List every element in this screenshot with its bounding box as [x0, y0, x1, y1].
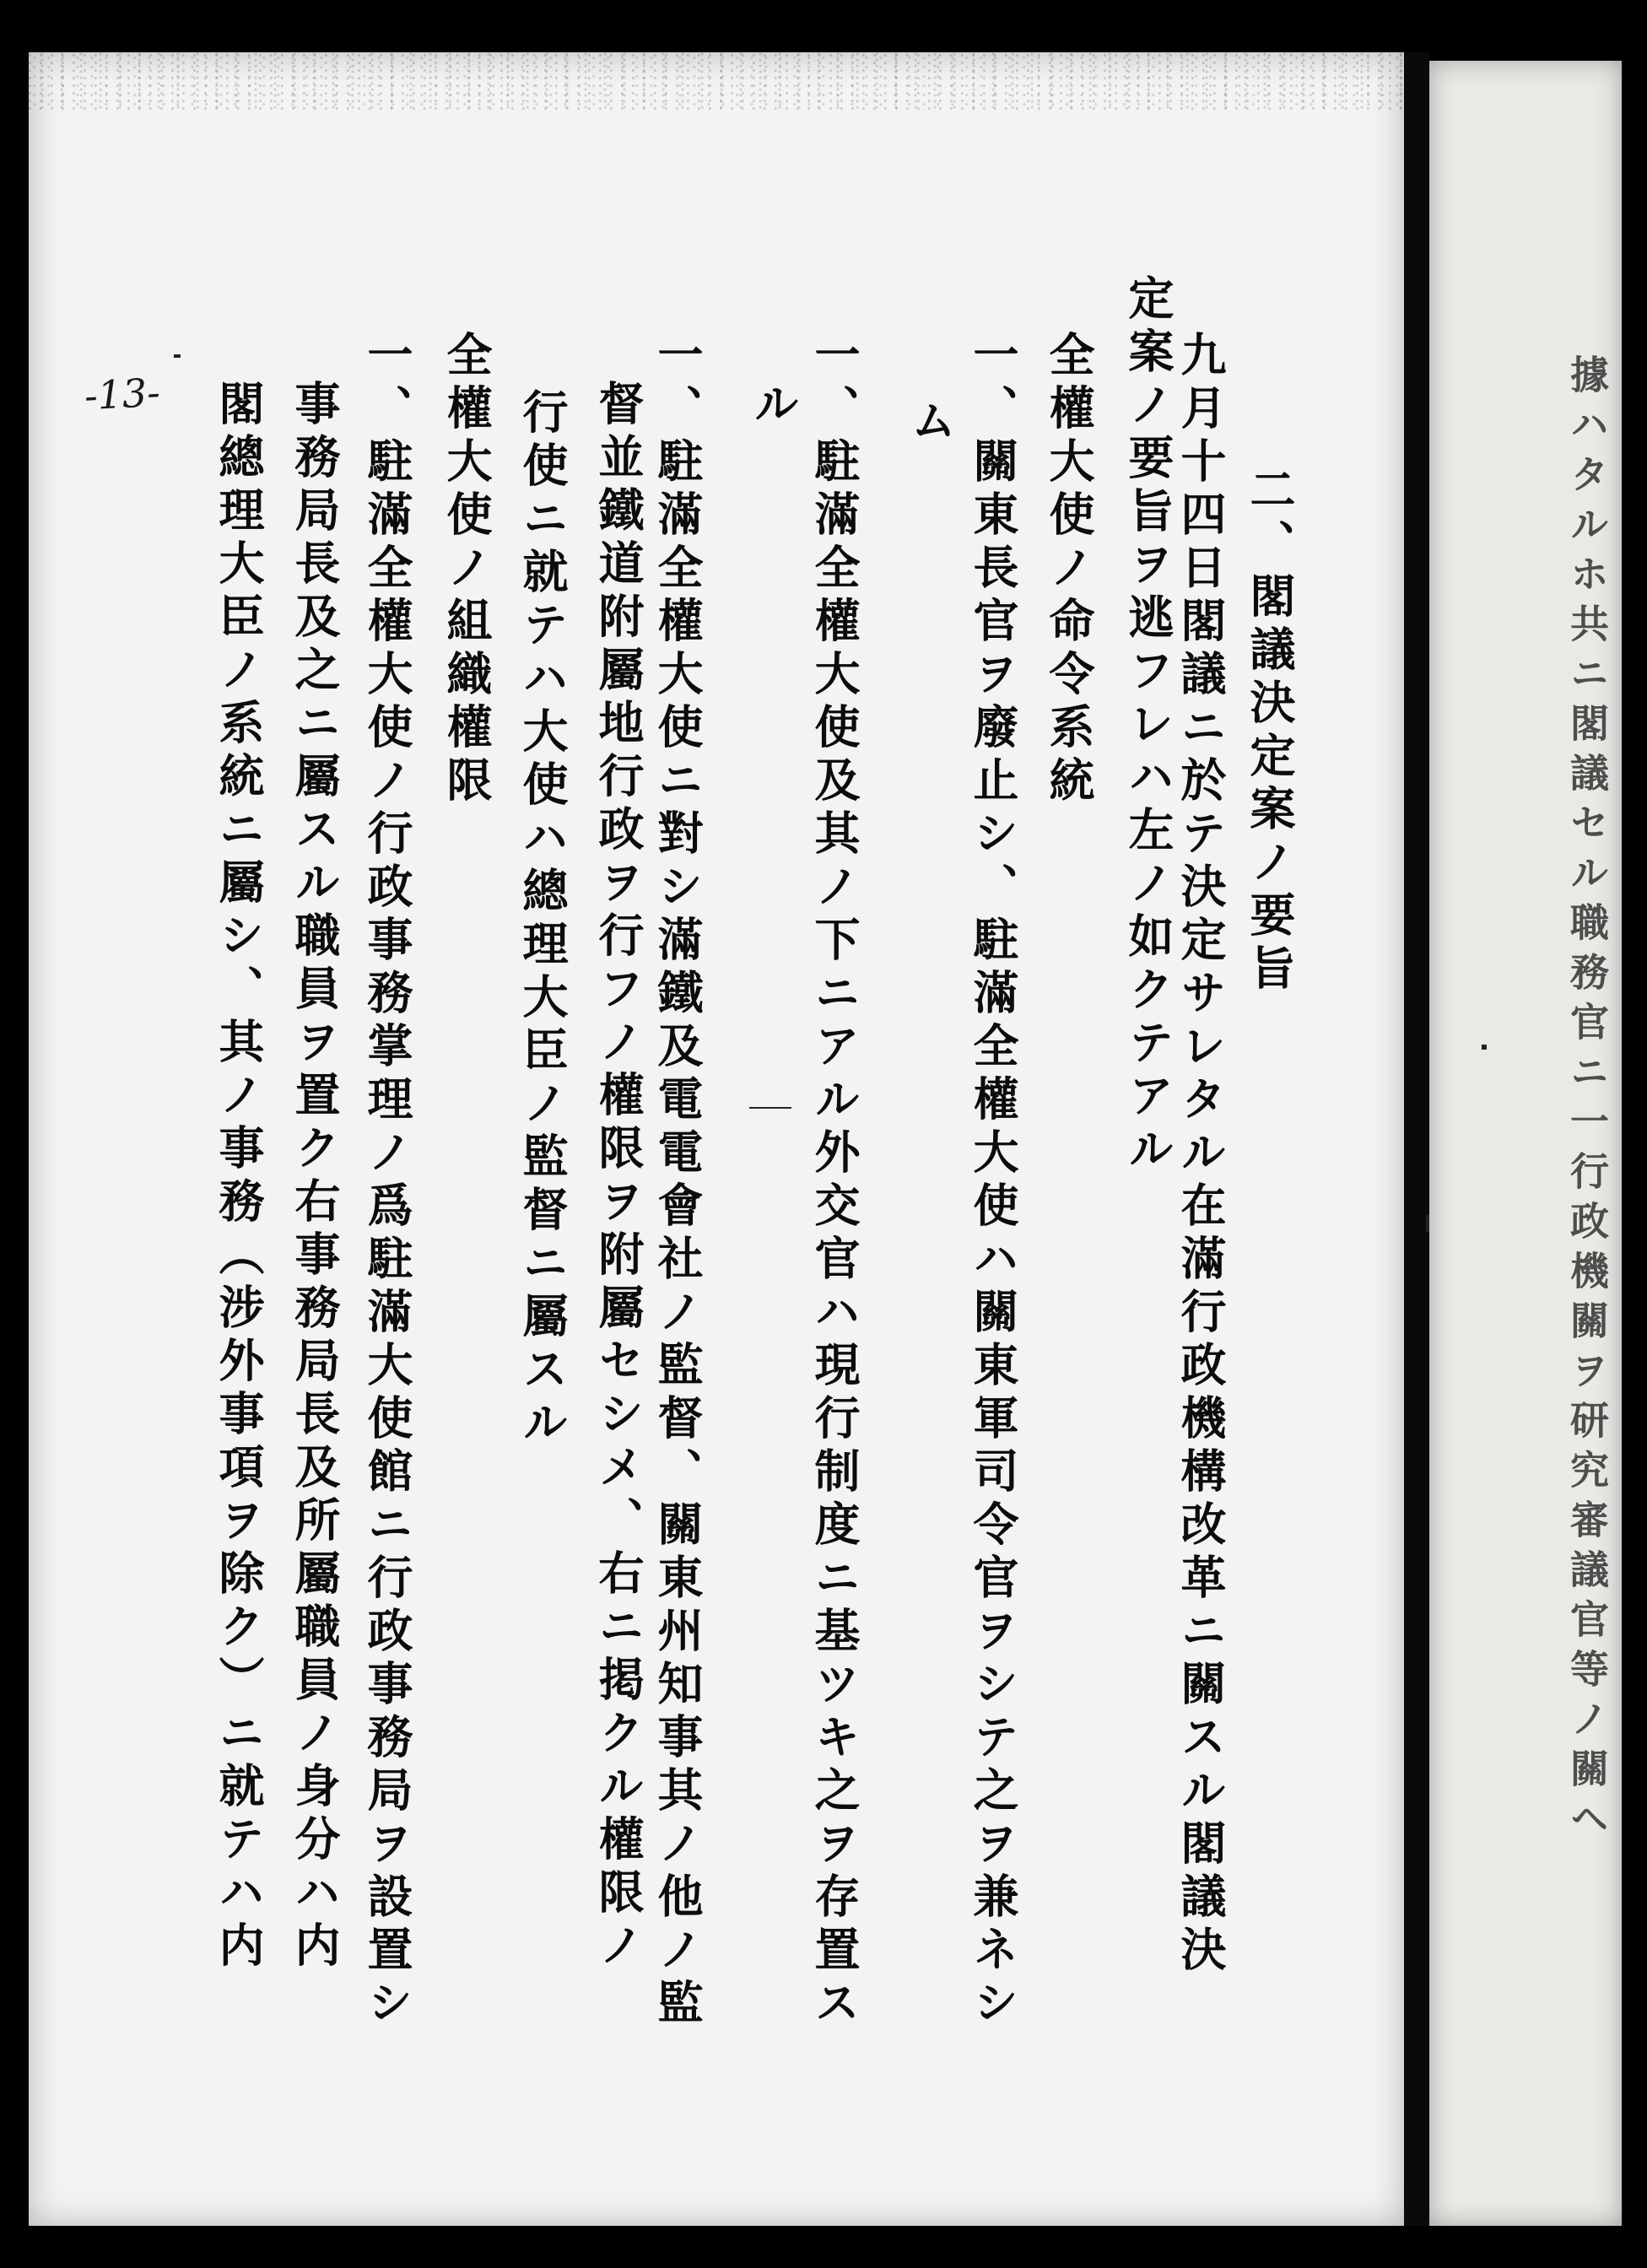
scan-mark: [1426, 1215, 1429, 1232]
text-column: 一、駐滿全權大使ニ對シ滿鐵及電電會社ノ監督、關東州知事其ノ他ノ監: [651, 331, 705, 2032]
section-title: 二、閣議決定案ノ要旨: [1243, 466, 1297, 997]
page-number: -13-: [83, 369, 161, 419]
adjacent-page-text: 據ハタルホ共ニ閣議セル職務官ニ一行政機關ヲ研究審議官等ノ關ヘ: [1564, 354, 1610, 1848]
text-column: 行使ニ就テハ大使ハ總理大臣ノ監督ニ屬スル: [516, 388, 570, 1451]
scan-noise: [29, 52, 1404, 111]
scan-mark: [749, 1107, 791, 1109]
scan-mark: [1482, 1045, 1487, 1050]
text-column: 一、關東長官ヲ廢止シ、駐滿全權大使ハ關東軍司令官ヲシテ之ヲ兼ネシ: [966, 331, 1020, 2032]
text-column: 一、駐滿全權大使ノ行政事務掌理ノ爲駐滿大使館ニ行政事務局ヲ設置シ: [360, 331, 414, 2032]
page-gutter: [1404, 52, 1429, 2226]
text-column: 閣總理大臣ノ系統ニ屬シ、其ノ事務（涉外事項ヲ除ク）ニ就テハ内: [212, 380, 266, 1974]
text-column: 全權大使ノ組織權限: [440, 331, 494, 809]
text-column: 九月十四日閣議ニ於テ決定サレタル在滿行政機構改革ニ關スル閣議決: [1174, 331, 1228, 1979]
text-column: ル: [747, 380, 801, 433]
text-column: ム: [904, 397, 958, 450]
text-column: 一、駐滿全權大使及其ノ下ニアル外交官ハ現行制度ニ基ツキ之ヲ存置ス: [807, 331, 861, 2032]
scan-mark: [174, 354, 181, 358]
text-column: 督並鐵道附屬地行政ヲ行フノ權限ヲ附屬セシメ、右ニ掲クル權限ノ: [591, 380, 645, 1974]
text-column: 事務局長及之ニ屬スル職員ヲ置ク右事務局長及所屬職員ノ身分ハ内: [288, 380, 342, 1974]
text-column: 全權大使ノ命令系統: [1042, 331, 1096, 809]
text-column: 定案ノ要旨ヲ逃フレハ左ノ如クテアル: [1121, 274, 1175, 1178]
